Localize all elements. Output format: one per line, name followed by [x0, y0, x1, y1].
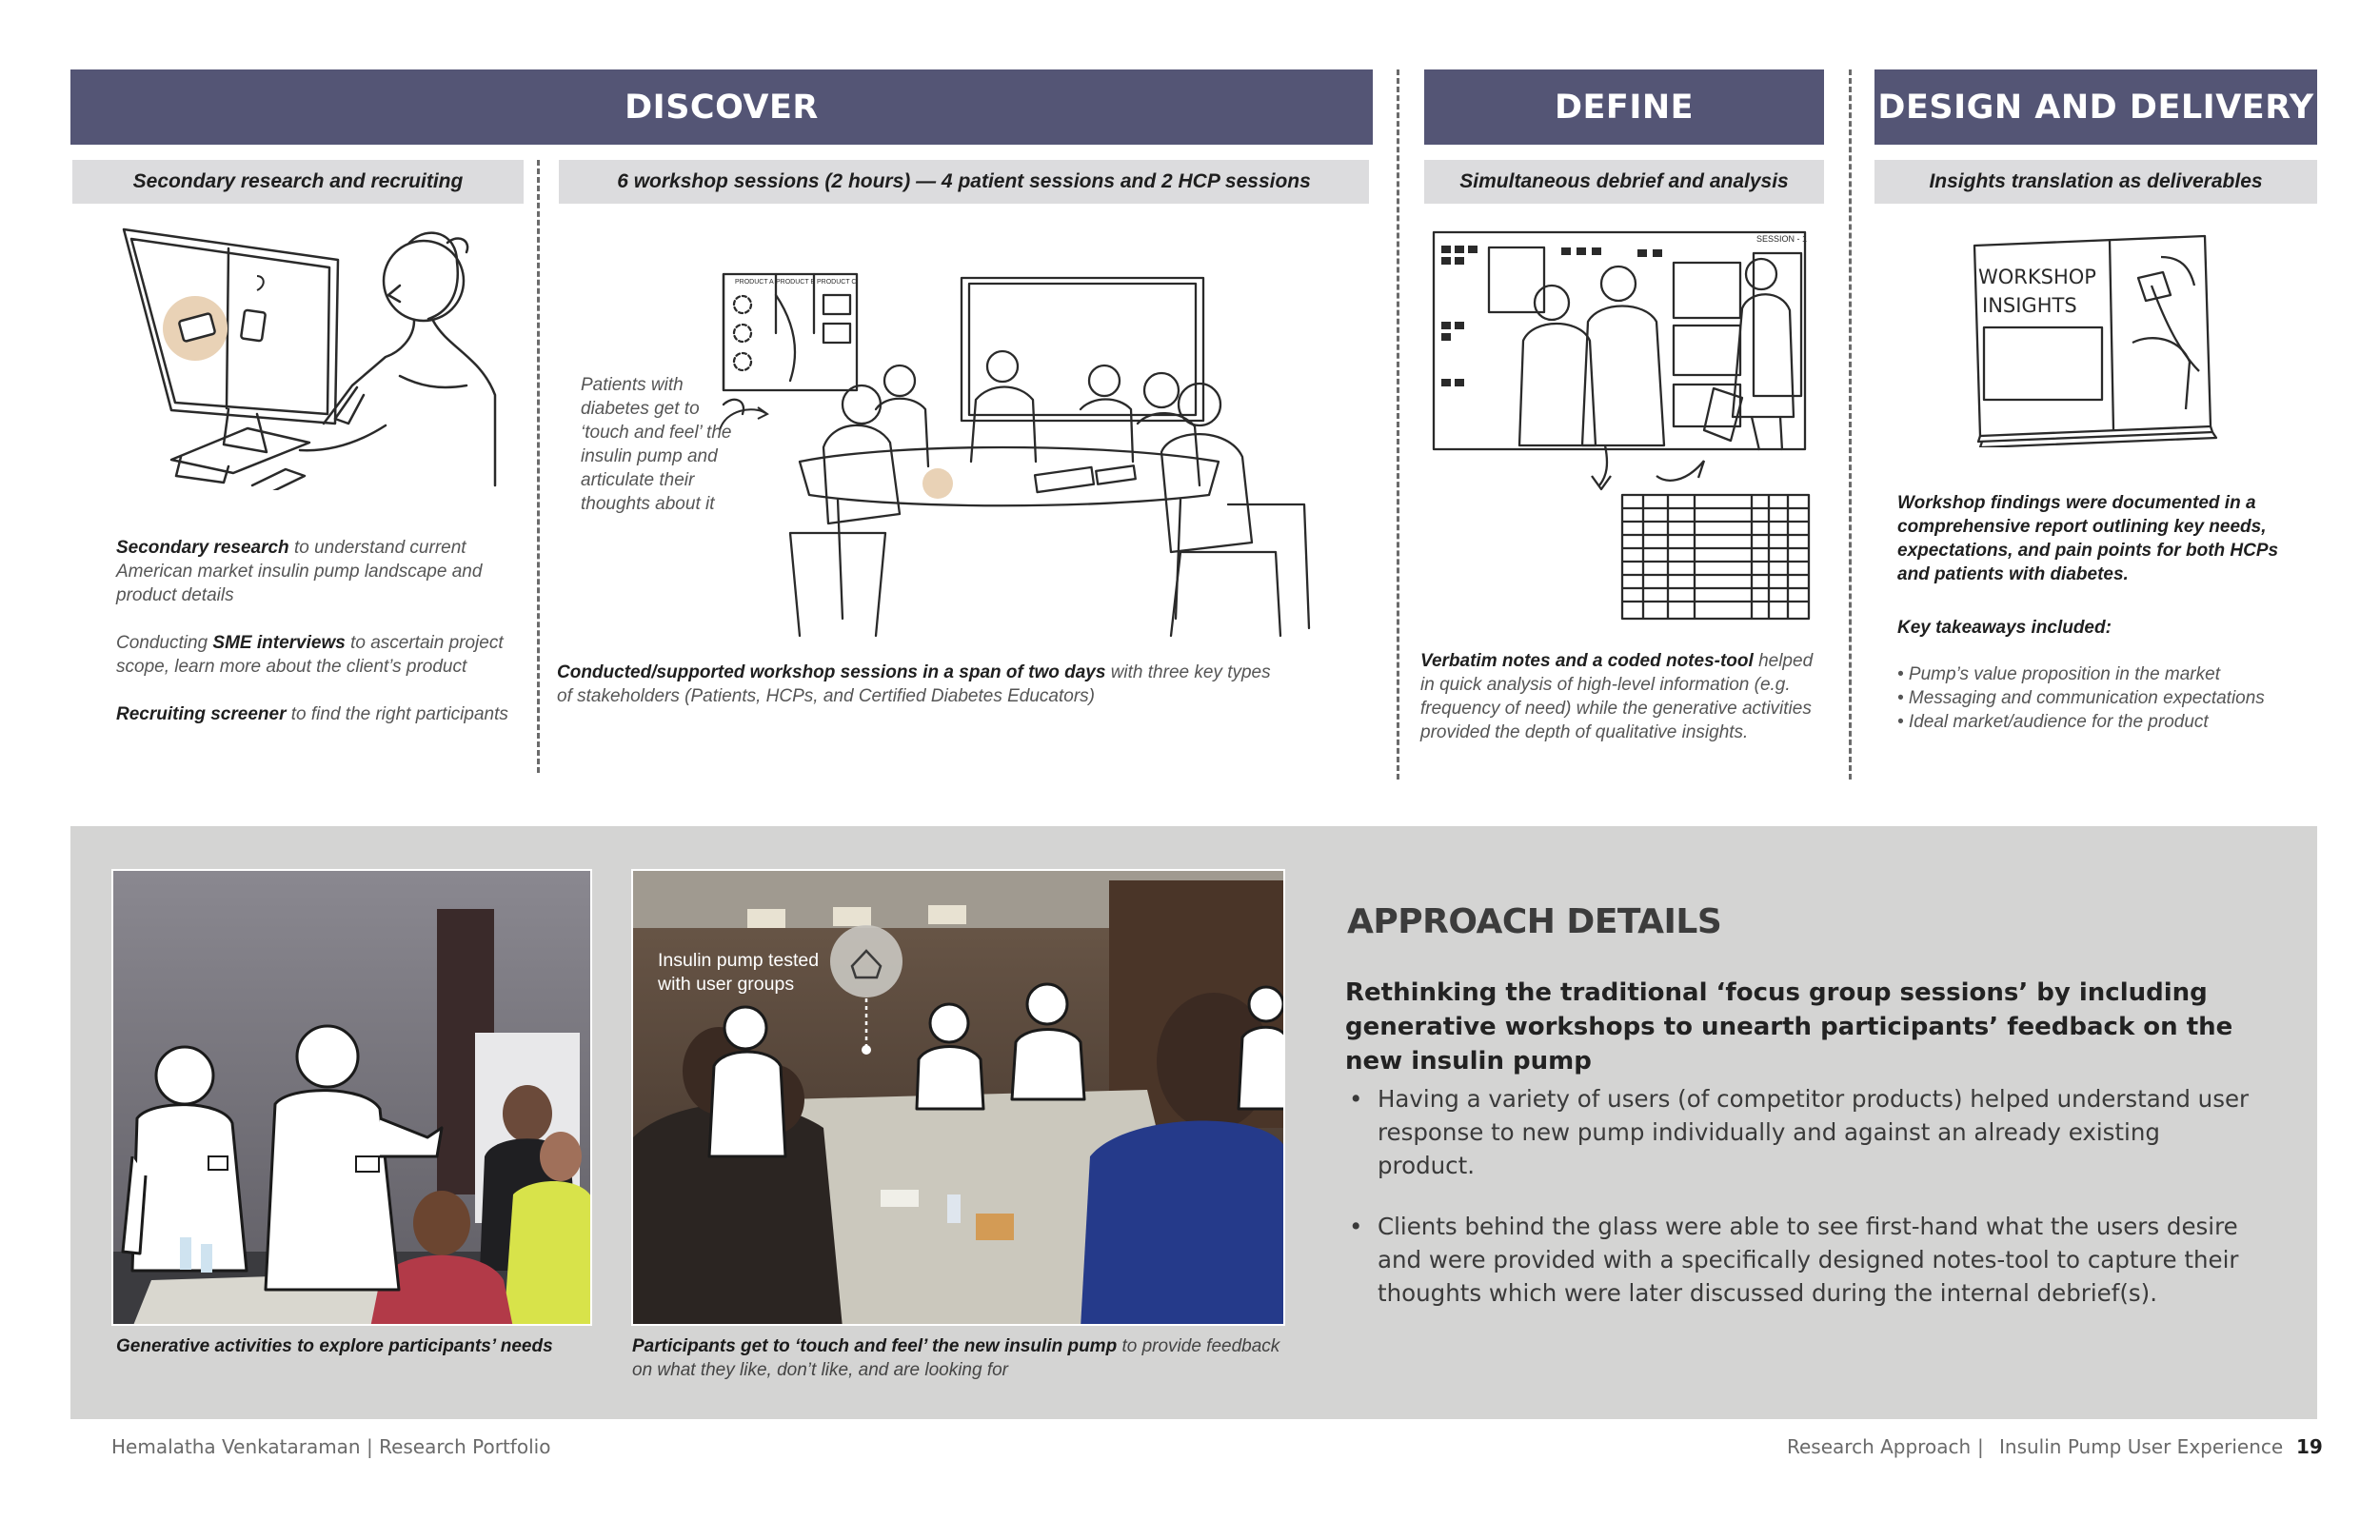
list-item: • Messaging and communication expectations: [1897, 688, 2265, 708]
footer-author: Hemalatha Venkataraman | Research Portfolio: [111, 1435, 551, 1458]
approach-title: APPROACH DETAILS: [1347, 902, 1722, 941]
debrief-board-illustration: [1428, 227, 1818, 626]
list-item: • Clients behind the glass were able to see first-hand what the users desire and were provided with a specifically designed notes-tool to capture their thoughts which were later discussed during the internal debrief(s).: [1345, 1210, 2259, 1310]
subhead-workshops-label: 6 workshop sessions (2 hours) — 4 patient sessions and 2 HCP sessions: [617, 170, 1311, 192]
phase-define-label: DEFINE: [1554, 88, 1695, 127]
sme-interviews-pre: Conducting: [116, 633, 213, 653]
board-session-label: SESSION - 1: [1756, 234, 1808, 244]
approach-bullets: [1345, 1082, 2259, 1337]
approach-subtitle: Rethinking the traditional ‘focus group sessions’ by including generative workshops to unearth participants’ feedback on the new insulin pump: [1345, 978, 2233, 1076]
recruiting-screener-text: to find the right participants: [286, 704, 508, 724]
workshop-description-text: with three key types of stakeholders (Patients, HCPs, and Certified Diabetes Educators): [557, 662, 1271, 706]
phase-discover-header: [70, 69, 1373, 145]
secondary-research-note: [116, 536, 497, 607]
subhead-workshops: [559, 160, 1369, 204]
footer-section: Research Approach: [1787, 1435, 1972, 1458]
subhead-insights: [1874, 160, 2317, 204]
footer-separator: |: [1977, 1435, 1984, 1458]
debrief-description-bold: Verbatim notes and a coded notes-tool: [1420, 651, 1754, 671]
secondary-research-text: to understand current American market insulin pump landscape and product details: [116, 538, 483, 605]
key-takeaways-list: [1897, 662, 2297, 734]
recruiting-screener-bold: Recruiting screener: [116, 704, 287, 724]
report-title-line1: WORKSHOP: [1978, 266, 2096, 288]
workshop-description: [557, 661, 1280, 708]
right-photo-caption-text: to provide feedback on what they like, don’t like, and are looking for: [632, 1336, 1280, 1380]
whiteboard-label: PRODUCT A: [735, 279, 774, 286]
workshop-callout: Patients with diabetes get to ‘touch and feel’ the insulin pump and articulate their thoughts about it: [581, 375, 732, 514]
insights-report-illustration: [1961, 228, 2228, 447]
page-number: 19: [2296, 1435, 2323, 1458]
sme-interviews-note: [116, 631, 516, 679]
generative-activities-photo: [111, 869, 592, 1326]
subhead-insights-label: Insights translation as deliverables: [1929, 170, 2263, 192]
report-title-line2: INSIGHTS: [1982, 294, 2077, 317]
subhead-debrief-label: Simultaneous debrief and analysis: [1459, 170, 1789, 192]
whiteboard-label: PRODUCT B: [776, 279, 816, 286]
divider-dashed: [1397, 69, 1399, 780]
left-photo-caption: [116, 1334, 611, 1358]
sme-interviews-bold: SME interviews: [212, 633, 346, 653]
right-photo-caption: [632, 1334, 1299, 1382]
subhead-debrief: [1424, 160, 1824, 204]
debrief-description: [1420, 649, 1825, 744]
phase-design-delivery-label: DESIGN AND DELIVERY: [1877, 88, 2314, 127]
divider-dashed: [1849, 69, 1852, 780]
debrief-description-text: helped in quick analysis of high-level information (e.g. frequency of need) while the generative activities provided the depth of qualitative insights.: [1420, 651, 1814, 742]
insights-findings: Workshop findings were documented in a comprehensive report outlining key needs, expectations, and pain points for both HCPs and patients with diabetes.: [1897, 493, 2279, 584]
list-item: • Having a variety of users (of competitor products) helped understand user response to new pump individually and against an already existing product.: [1345, 1082, 2259, 1182]
left-photo-caption-text: Generative activities to explore participants’ needs: [116, 1336, 553, 1356]
phase-design-delivery-header: [1874, 69, 2317, 145]
phase-discover-label: DISCOVER: [625, 88, 819, 127]
photo-overlay-label: Insulin pump tested with user groups: [658, 950, 820, 995]
phase-define-header: [1424, 69, 1824, 145]
workshop-description-bold: Conducted/supported workshop sessions in a span of two days: [557, 662, 1106, 682]
sme-interviews-text: to ascertain project scope, learn more about the client’s product: [116, 633, 504, 677]
key-takeaways-label: Key takeaways included:: [1897, 618, 2112, 638]
list-item: • Pump’s value proposition in the market: [1897, 664, 2220, 684]
subhead-secondary: [72, 160, 524, 204]
footer-project: Insulin Pump User Experience: [1999, 1435, 2284, 1458]
divider-dashed: [537, 160, 540, 773]
list-item: • Ideal market/audience for the product: [1897, 712, 2209, 732]
secondary-research-bold: Secondary research: [116, 538, 289, 558]
user-groups-photo: [631, 869, 1285, 1326]
right-photo-caption-bold: Participants get to ‘touch and feel’ the new insulin pump: [632, 1336, 1118, 1356]
whiteboard-label: PRODUCT C: [817, 279, 857, 286]
desk-research-illustration: [114, 224, 514, 490]
recruiting-screener-note: [116, 702, 535, 726]
subhead-secondary-label: Secondary research and recruiting: [132, 170, 464, 192]
